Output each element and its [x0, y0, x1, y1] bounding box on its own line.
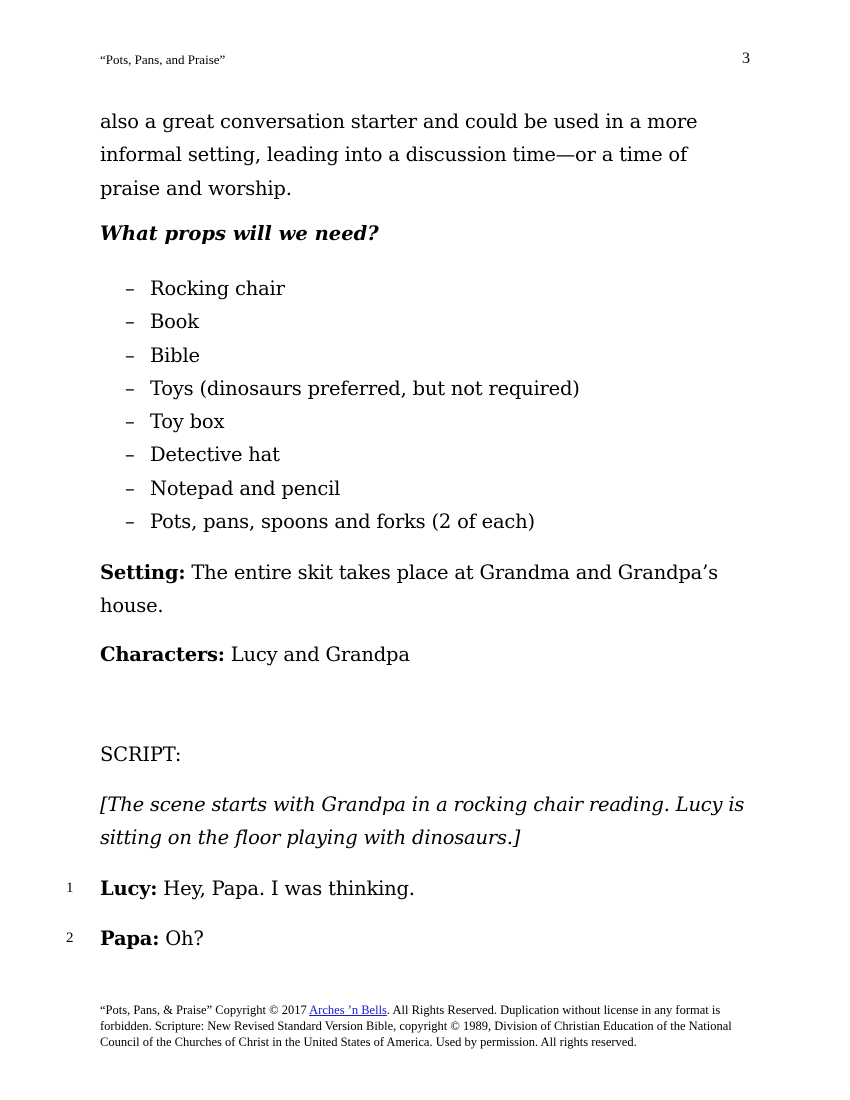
characters-paragraph: [100, 638, 750, 671]
list-item: [125, 472, 580, 505]
dialogue-text: Oh?: [159, 927, 204, 950]
list-marker: –: [125, 510, 135, 534]
list-item: [125, 438, 580, 471]
speaker-name: Papa:: [100, 927, 160, 950]
prop-label: Book: [150, 310, 199, 334]
props-heading: What props will we need?: [100, 222, 379, 245]
characters-label: Characters:: [100, 643, 225, 666]
list-item: [125, 272, 580, 305]
script-label: SCRIPT:: [100, 743, 182, 766]
copyright-footer: [100, 1002, 750, 1050]
dialogue-text: Hey, Papa. I was thinking.: [157, 877, 415, 900]
list-item: [125, 339, 580, 372]
setting-paragraph: [100, 556, 750, 623]
list-marker: –: [125, 443, 135, 467]
line-number: 1: [66, 880, 74, 896]
header-title: “Pots, Pans, and Praise”: [100, 52, 226, 67]
list-item: [125, 305, 580, 338]
list-marker: –: [125, 476, 135, 500]
prop-label: Bible: [150, 343, 200, 367]
page-number: 3: [742, 50, 750, 67]
prop-label: Rocking chair: [150, 277, 285, 300]
characters-text: Lucy and Grandpa: [224, 643, 410, 666]
list-item: [125, 505, 580, 538]
prop-label: Pots, pans, spoons and forks (2 of each): [150, 510, 535, 534]
prop-label: Toys (dinosaurs preferred, but not required): [150, 376, 580, 400]
dialogue-line: [100, 872, 415, 905]
list-marker: –: [125, 376, 135, 400]
list-marker: –: [125, 343, 135, 367]
list-item: [125, 372, 580, 405]
speaker-name: Lucy:: [100, 877, 158, 900]
prop-label: Notepad and pencil: [150, 476, 341, 500]
props-list: [125, 272, 580, 538]
setting-text: The entire skit takes place at Grandma and Grandpa’s house.: [100, 561, 718, 618]
list-marker: –: [125, 277, 135, 300]
footer-text-end: . All Rights Reserved. Duplication without license in any format is forbidden. Scripture: New Revised Standard Version Bible, copyright © 1989, Division of Christian Education of the National Council of the Churches of Christ in the United States of America. Used by permission. All rights reserved.: [100, 1003, 732, 1049]
prop-label: Detective hat: [150, 443, 280, 467]
list-marker: –: [125, 310, 135, 334]
footer-text-start: “Pots, Pans, & Praise” Copyright © 2017: [100, 1003, 310, 1017]
dialogue-line: [100, 922, 204, 955]
list-item: [125, 405, 580, 438]
line-number: 2: [66, 930, 74, 946]
list-marker: –: [125, 410, 135, 434]
arches-n-bells-link[interactable]: Arches ’n Bells: [309, 1003, 387, 1017]
stage-direction: [The scene starts with Grandpa in a rocking chair reading. Lucy is sitting on the floor playing with dinosaurs.]: [100, 793, 745, 850]
intro-paragraph: also a great conversation starter and could be used in a more informal setting, leading into a discussion time—or a time of praise and worship.: [100, 110, 698, 200]
setting-label: Setting:: [100, 561, 186, 584]
prop-label: Toy box: [150, 410, 225, 434]
